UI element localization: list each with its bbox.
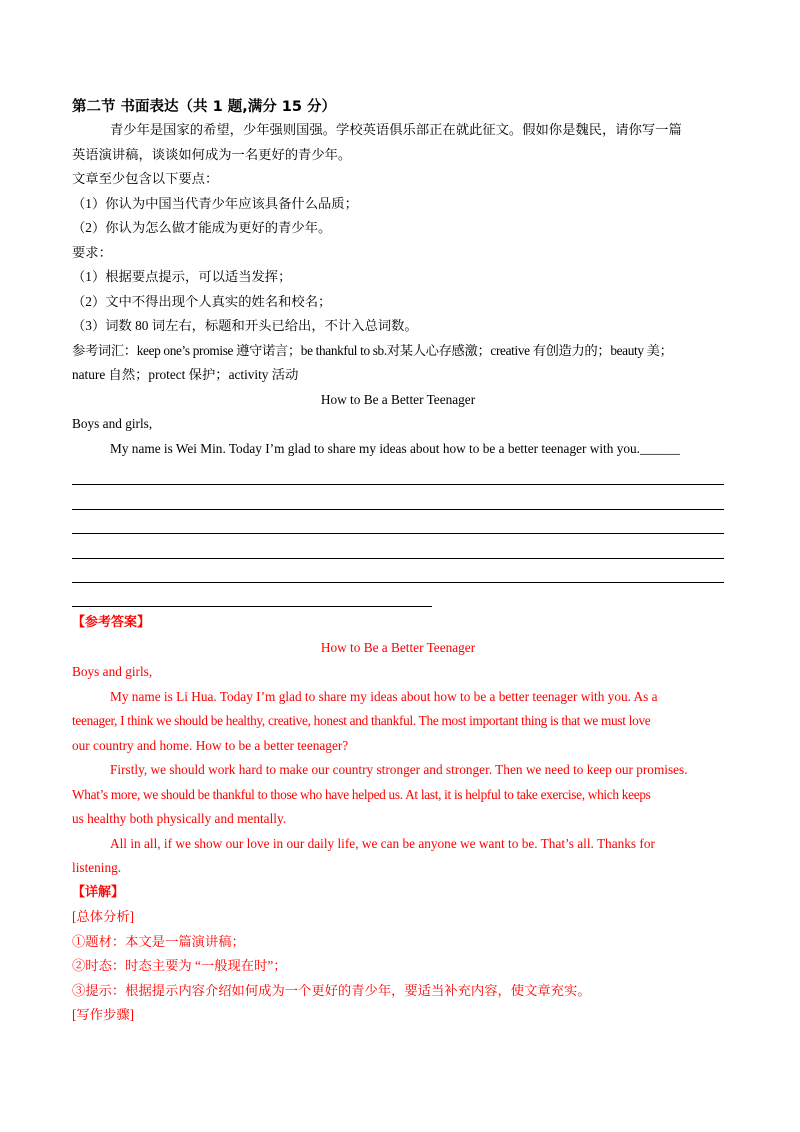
answer-paragraph-3-cont: listening. (72, 860, 122, 876)
writing-line (72, 559, 724, 583)
section-title: 第二节 书面表达（共 1 题,满分 15 分） (72, 99, 337, 115)
requirement-1: （1）根据要点提示，可以适当发挥； (72, 269, 292, 284)
essay-opening: My name is Wei Min. Today I’m glad to share my ideas about how to be a better teenager with you.______ (110, 440, 680, 456)
answer-paragraph-3: All in all, if we show our love in our daily life, we can be anyone we want to be. That’s all. Thanks for (110, 835, 655, 851)
prompt-intro: 青少年是国家的希望，少年强则国强。学校英语俱乐部正在就此征文。假如你是魏民，请你写一篇 (110, 122, 682, 137)
answer-paragraph-2: Firstly, we should work hard to make our country stronger and stronger. Then we need to keep our promises. (110, 762, 688, 778)
essay-title: How to Be a Better Teenager (320, 391, 476, 407)
vocabulary-line-cont: nature 自然；protect 保护；activity 活动 (72, 367, 299, 382)
analysis-item-1: ①题材：本文是一篇演讲稿； (72, 933, 245, 949)
requirement-3: （3）词数 80 词左右，标题和开头已给出，不计入总词数。 (72, 318, 418, 333)
writing-line (72, 583, 432, 607)
writing-line (72, 461, 724, 485)
point-1: （1）你认为中国当代青少年应该具备什么品质； (72, 195, 358, 211)
writing-line (72, 534, 724, 558)
point-2: （2）你认为怎么做才能成为更好的青少年。 (72, 220, 332, 235)
answer-paragraph-2-cont: us healthy both physically and mentally. (72, 811, 287, 827)
points-label: 文章至少包含以下要点： (72, 171, 219, 186)
answer-paragraph-1: My name is Li Hua. Today I’m glad to share my ideas about how to be a better teenager with you. As a (110, 688, 658, 704)
answer-label: 【参考答案】 (72, 615, 151, 631)
requirement-2: （2）文中不得出现个人真实的姓名和校名； (72, 293, 332, 309)
analysis-item-2: ②时态：时态主要为 “一般现在时”； (72, 958, 287, 974)
writing-steps-label: [写作步骤] (72, 1007, 135, 1023)
requirements-label: 要求： (72, 244, 112, 260)
overall-analysis-label: [总体分析] (72, 909, 135, 925)
document-page (72, 96, 724, 1028)
writing-line (72, 485, 724, 509)
vocabulary-line: 参考词汇：keep one’s promise 遵守诺言；be thankful to sb.对某人心存感激；creative 有创造力的；beauty 美； (72, 342, 673, 358)
prompt-intro-cont: 英语演讲稿，谈谈如何成为一名更好的青少年。 (72, 146, 352, 162)
answer-title: How to Be a Better Teenager (320, 639, 476, 655)
answer-paragraph-2-cont: What’s more, we should be thankful to those who have helped us. At last, it is helpful to take exercise, which keeps (72, 786, 651, 802)
answer-paragraph-1-cont: our country and home. How to be a better teenager? (72, 737, 349, 753)
writing-line (72, 510, 724, 534)
essay-greeting: Boys and girls, (72, 416, 153, 431)
answer-greeting: Boys and girls, (72, 664, 153, 680)
explanation-label: 【详解】 (72, 884, 125, 900)
answer-paragraph-1-cont: teenager, I think we should be healthy, creative, honest and thankful. The most important thing is that we must love (72, 713, 651, 729)
analysis-item-3: ③提示：根据提示内容介绍如何成为一个更好的青少年，要适当补充内容，使文章充实。 (72, 982, 591, 998)
